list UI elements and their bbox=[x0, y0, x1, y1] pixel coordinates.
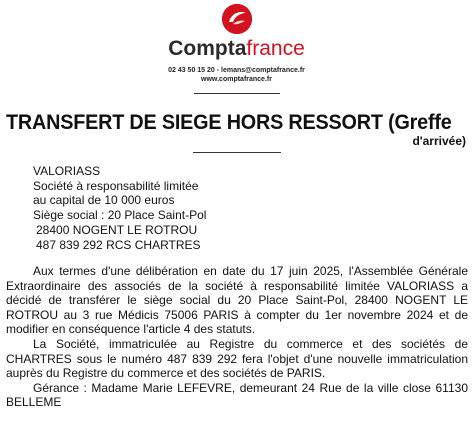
company-rcs: 487 839 292 RCS CHARTRES bbox=[36, 237, 201, 252]
notice-title: TRANSFERT DE SIEGE HORS RESSORT (Greffe bbox=[6, 110, 452, 134]
website-link[interactable]: www.comptafrance.fr bbox=[201, 76, 272, 83]
header-divider bbox=[194, 93, 280, 94]
contact-line: 02 43 50 15 20 - lemans@comptafrance.fr bbox=[168, 67, 305, 74]
notice-subtitle: d'arrivée) bbox=[412, 134, 466, 148]
paragraph-management: Gérance : Madame Marie LEFEVRE, demeurant 24 Rue de la ville close 61130 BELLEME bbox=[6, 380, 468, 410]
brand-name bbox=[0, 37, 473, 61]
notice-body bbox=[6, 264, 468, 410]
paragraph-registration: La Société, immatriculée au Registre du commerce et des sociétés de CHARTRES sous le numéro 487 839 292 fera l'objet d'une nouvelle immatriculation auprès du Registre du commerce et des sociétés de PARIS. bbox=[6, 336, 468, 381]
brand-part-1: Compta bbox=[168, 37, 247, 60]
company-block bbox=[33, 164, 206, 252]
company-city: 28400 NOGENT LE ROTROU bbox=[36, 222, 198, 237]
company-name: VALORIASS bbox=[33, 164, 101, 178]
logo-icon bbox=[222, 4, 252, 34]
company-form: Société à responsabilité limitée bbox=[33, 178, 199, 193]
title-divider bbox=[193, 152, 281, 153]
brand-part-2: france bbox=[246, 37, 305, 60]
company-seat: Siège social : 20 Place Saint-Pol bbox=[33, 208, 207, 223]
paragraph-deliberation: Aux termes d'une délibération en date du 17 juin 2025, l'Assemblée Générale Extraordinaire des associés de la société à responsabilité limitée VALORIASS a décidé de transférer le siège social du 20 Place Saint-Pol, 28400 NOGENT LE ROTROU au 3 rue Médicis 75006 PARIS à compter du 1er novembre 2024 et de modifier en conséquence l'article 4 des statuts. bbox=[6, 264, 468, 337]
company-capital: au capital de 10 000 euros bbox=[33, 193, 175, 208]
